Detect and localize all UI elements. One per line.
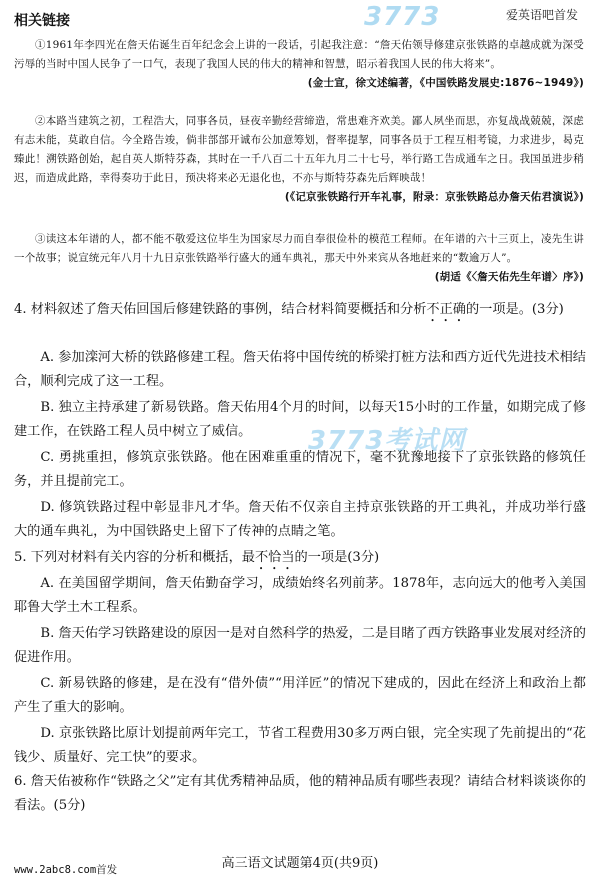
- footer-page-label: 高三语文试题第4页(共9页): [221, 856, 379, 871]
- watermark-middle: 3773考试网: [308, 426, 466, 456]
- material-3-text: ③读这本年谱的人，都不能不敬爱这位毕生为国家尽力而自奉很俭朴的模范工程师。在年谱的六十三页上，凌先生讲一个故事；说宣统元年八月十九日京张铁路举行盛大的通车典礼，那天中外来宾从各地赶来的“数逾万人”。: [14, 233, 584, 264]
- material-1-source: (金士宣，徐文述编著，《中国铁路发展史:1876~1949》): [307, 77, 584, 89]
- question-6-stem: [14, 770, 586, 818]
- question-6-stem-before: 6. 詹天佑被称作“铁路之父”定有其优秀精神品质，他的精神品质有哪些表现？请结合材料谈谈你的看法。(5分): [14, 774, 586, 813]
- material-3-source: (胡适《〈詹天佑先生年谱〉序》): [434, 271, 584, 283]
- question-5-stem-before: 5. 下列对材料有关内容的分析和概括，最: [14, 550, 255, 565]
- header-site-note: 爱英语吧首发: [505, 8, 578, 22]
- question-5-option-a: A. 在美国留学期间，詹天佑勤奋学习，成绩始终名列前茅。1878年，志向远大的他考入美国耶鲁大学土木工程系。: [14, 576, 586, 615]
- material-2-source: (《记京张铁路行开车礼事，附录：京张铁路总办詹天佑君演说》): [284, 191, 584, 203]
- footer-site: www.2abc8.com首发: [14, 864, 118, 876]
- question-4-stem-after: 的一项是。(3分): [465, 302, 564, 317]
- question-4-option-d: D. 修筑铁路过程中彰显非凡才华。詹天佑不仅亲自主持京张铁路的开工典礼，并成功举行盛大的通车典礼，为中国铁路史上留下了传神的点睛之笔。: [14, 500, 586, 539]
- question-5-option-c: C. 新易铁路的修建，是在没有“借外债”“用洋匠”的情况下建成的，因此在经济上和政治上都产生了重大的影响。: [14, 676, 586, 715]
- section-heading: 相关链接: [14, 13, 70, 29]
- question-5-stem: [14, 546, 586, 573]
- watermark-top: 3773: [364, 2, 441, 32]
- question-5-option-d: D. 京张铁路比原计划提前两年完工，节省工程费用30多万两白银，完全实现了先前提出的“花钱少、质量好、完工快”的要求。: [14, 726, 586, 765]
- question-4-stem: [14, 298, 586, 325]
- material-2-text: ②本路当建筑之初，工程浩大，同事各员，昼夜辛勤经营缔造，常患难齐欢美。鄙人夙坐而思，亦复战战兢兢，深虑有志未能，莫敢自信。今全路告竣，倘非部部开诚布公加意筹划，督率提挈，同事各员于工程互相考镜，力求进步，曷克臻此！溯铁路创始，起自英人斯特芬森，其时在一千八百二十五年九月二十七号，举行路工告成通车之日。我国虽进步稍迟，而造成此路，幸得奏功于此日，预决将来必无退化也，不亦与斯特芬森先后辉映哉！: [14, 115, 584, 184]
- material-2: [14, 112, 584, 207]
- material-3: [14, 230, 584, 287]
- question-4-option-a: A. 参加滦河大桥的铁路修建工程。詹天佑将中国传统的桥梁打桩方法和西方近代先进技术相结合，顺利完成了这一工程。: [14, 350, 586, 389]
- question-4-stem-before: 4. 材料叙述了詹天佑回国后修建铁路的事例，结合材料简要概括和分析: [14, 302, 427, 317]
- question-4-stem-emphasis: 不正确: [426, 302, 466, 317]
- material-1-text: ①1961年李四光在詹天佑诞生百年纪念会上讲的一段话，引起我注意：“詹天佑领导修建京张铁路的卓越成就为深受污辱的当时中国人民争了一口气，表现了我国人民的伟大的精神和智慧，昭示着我国人民的伟大将来”。: [14, 39, 584, 70]
- question-5-option-b: B. 詹天佑学习铁路建设的原因一是对自然科学的热爱，二是目睹了西方铁路事业发展对经济的促进作用。: [14, 626, 586, 665]
- question-5-stem-after: 的一项是(3分): [294, 550, 380, 565]
- question-5-stem-emphasis: 不恰当: [254, 550, 295, 565]
- question-4-option-c: C. 勇挑重担，修筑京张铁路。他在困难重重的情况下，毫不犹豫地接下了京张铁路的修筑任务，并且提前完工。: [14, 450, 586, 489]
- material-1: [14, 36, 584, 93]
- question-4-option-b: B. 独立主持承建了新易铁路。詹天佑用4个月的时间，以每天15小时的工作量，如期完成了修建工作，在铁路工程人员中树立了威信。: [14, 400, 586, 439]
